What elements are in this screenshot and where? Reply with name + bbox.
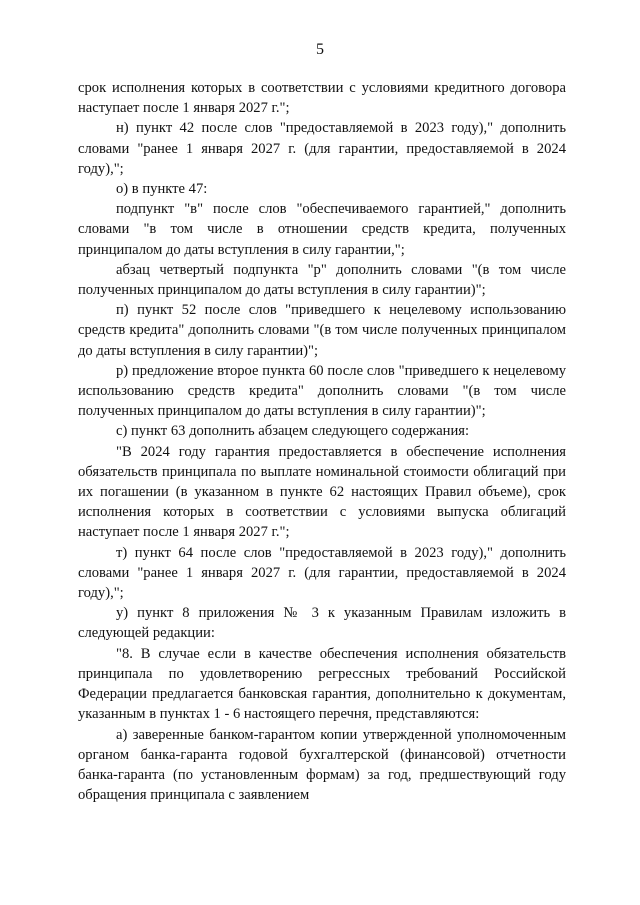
paragraph: о) в пункте 47:: [116, 181, 208, 198]
paragraph: а) заверенные банком-гарантом копии утвержденной уполномоченным органом банка-гаранта годовой бухгалтерской (финансовой) отчетности банка-гаранта (по установленным формам) за год, предшествующий году обращения принципала с заявлением: [78, 726, 566, 804]
paragraph: п) пункт 52 после слов "приведшего к нецелевому использованию средств кредита" дополнить словами "(в том числе полученных принципалом до даты вступления в силу гарантии)";: [78, 302, 566, 359]
paragraph: абзац четвертый подпункта "р" дополнить словами "(в том числе полученных принципалом до даты вступления в силу гарантии)";: [78, 261, 566, 299]
paragraph: срок исполнения которых в соответствии с условиями кредитного договора наступает после 1 января 2027 г.";: [78, 80, 566, 117]
paragraph: с) пункт 63 дополнить абзацем следующего содержания:: [116, 423, 470, 440]
paragraph: т) пункт 64 после слов "предоставляемой в 2023 году)," дополнить словами "ранее 1 января 2027 г. (для гарантии, предоставляемой в 2024 году),";: [78, 544, 566, 602]
paragraph: у) пункт 8 приложения № 3 к указанным Правилам изложить в следующей редакции:: [78, 605, 566, 642]
paragraph: р) предложение второе пункта 60 после слов "приведшего к нецелевому использованию средств кредита" дополнить словами "(в том числе полученных принципалом до даты вступления в силу гарантии)";: [78, 362, 566, 420]
paragraph: подпункт "в" после слов "обеспечиваемого гарантией," дополнить словами "в том числе в отношении средств кредита, полученных принципалом до даты вступления в силу гарантии,";: [78, 201, 566, 258]
paragraph: "В 2024 году гарантия предоставляется в обеспечение исполнения обязательств принципала по выплате номинальной стоимости облигаций при их погашении (в указанном в пункте 62 настоящих Правил объеме), срок исполнения которых в соответствии с условиями выпуска облигаций наступает после 1 января 2027 г.";: [78, 443, 566, 541]
paragraph: н) пункт 42 после слов "предоставляемой в 2023 году)," дополнить словами "ранее 1 января 2027 г. (для гарантии, предоставляемой в 2024 году),";: [78, 120, 566, 177]
paragraph: "8. В случае если в качестве обеспечения исполнения обязательств принципала по удовлетворению регрессных требований Российской Федерации предлагается банковская гарантия, дополнительно к документам, указанным в пунктах 1 - 6 настоящего перечня, представляются:: [78, 645, 566, 723]
document-body: [78, 78, 566, 805]
page-number: 5: [316, 41, 324, 58]
